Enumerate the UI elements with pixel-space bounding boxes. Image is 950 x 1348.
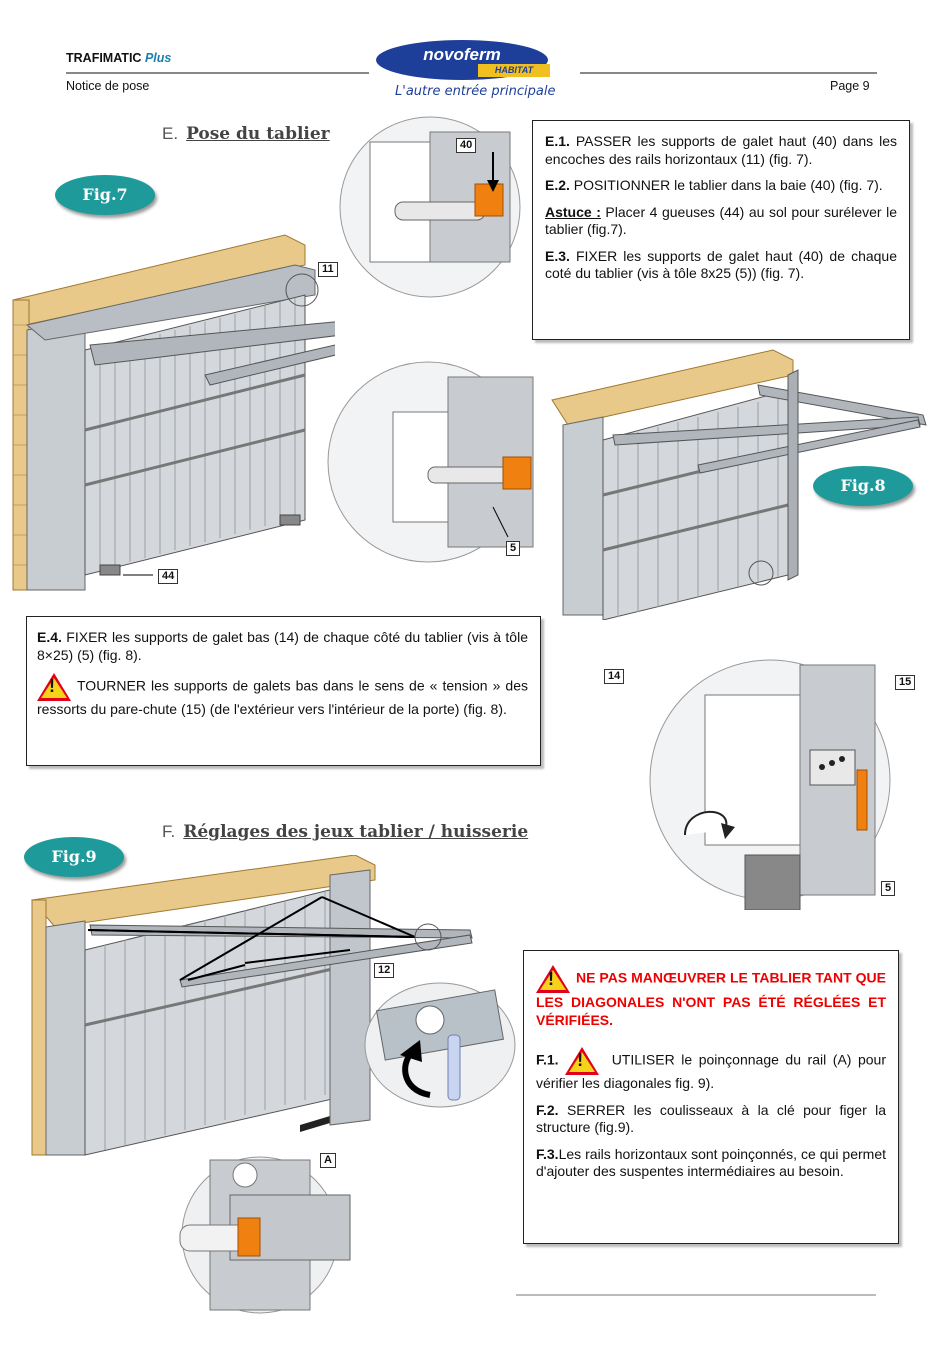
callout-40: 40 bbox=[456, 138, 476, 153]
instructions-e1-e3 bbox=[532, 120, 910, 340]
step-f1-text: UTILISER le poinçonnage du rail (A) pour vérifier les diagonales fig. 9). bbox=[536, 1051, 887, 1091]
step-e1-text: PASSER les supports de galet haut (40) dans les encoches des rails horizontaux (11) (fig. 7). bbox=[545, 133, 897, 167]
instructions-e4 bbox=[26, 616, 541, 766]
header-divider-right bbox=[580, 72, 877, 74]
warning-e4-text: TOURNER les supports de galets bas dans le sens de « tension » des ressorts du pare-chute (15) (de l'extérieur vers l'intérieur de la porte) (fig. 8). bbox=[37, 677, 528, 717]
logo-text: novoferm bbox=[423, 45, 501, 64]
footer-divider bbox=[516, 1294, 876, 1296]
product-name bbox=[66, 51, 171, 65]
f1-warning-icon bbox=[565, 1047, 599, 1075]
section-f-heading bbox=[162, 822, 528, 842]
step-e3 bbox=[545, 248, 897, 283]
callout-12: 12 bbox=[374, 963, 394, 978]
doc-type: Notice de pose bbox=[66, 79, 150, 93]
product-title: TRAFIMATIC bbox=[66, 51, 142, 65]
callout-14: 14 bbox=[604, 669, 624, 684]
tip bbox=[545, 204, 897, 239]
detail-12-illustration bbox=[360, 980, 520, 1120]
callout-A: A bbox=[320, 1153, 336, 1168]
step-f1 bbox=[536, 1047, 886, 1093]
product-variant: Plus bbox=[144, 51, 172, 65]
step-e4-text: FIXER les supports de galet bas (14) de chaque côté du tablier (vis à tôle 8×25) (5) (fig. 8). bbox=[37, 629, 528, 663]
callout-15: 15 bbox=[895, 675, 915, 690]
step-e4 bbox=[37, 629, 528, 664]
alert-warning-icon bbox=[536, 965, 570, 993]
step-e2-text: POSITIONNER le tablier dans la baie (40) (fig. 7). bbox=[569, 177, 883, 193]
step-e3-text: FIXER les supports de galet haut (40) de chaque coté du tablier (vis à tôle 8x25 (5)) (fig. 7). bbox=[545, 247, 897, 281]
detail-14-15-illustration bbox=[645, 655, 895, 910]
fig9-badge: Fig.9 bbox=[24, 837, 124, 877]
step-f3-label: F.3. bbox=[536, 1145, 559, 1162]
callout-5: 5 bbox=[506, 541, 520, 556]
tip-text: Placer 4 gueuses (44) au sol pour surélever le tablier (fig.7). bbox=[545, 203, 897, 237]
callout-11: 11 bbox=[318, 262, 338, 277]
step-e1 bbox=[545, 133, 897, 168]
step-f2-text: SERRER les coulisseaux à la clé pour figer la structure (fig.9). bbox=[536, 1101, 886, 1135]
alert-diagonals bbox=[536, 965, 886, 1029]
tip-label: Astuce : bbox=[545, 203, 601, 220]
step-e3-label: E.3. bbox=[545, 247, 570, 264]
detail-40-illustration bbox=[335, 112, 525, 302]
step-f3-text: Les rails horizontaux sont poinçonnés, ce qui permet d'ajouter des suspentes intermédiaires au besoin. bbox=[536, 1145, 886, 1179]
step-f2-label: F.2. bbox=[536, 1101, 559, 1118]
warning-icon-fill bbox=[41, 678, 67, 698]
tagline: L'autre entrée principale bbox=[395, 84, 556, 99]
step-e2-label: E.2. bbox=[545, 177, 570, 193]
section-e-letter: E. bbox=[162, 124, 179, 143]
f1-warning-icon-fill bbox=[569, 1052, 595, 1072]
step-f2 bbox=[536, 1102, 886, 1137]
header-divider-left bbox=[66, 72, 369, 74]
step-f3 bbox=[536, 1146, 886, 1181]
page-number: Page 9 bbox=[830, 79, 870, 93]
alert-text: NE PAS MANŒUVRER LE TABLIER TANT QUE LES DIAGONALES N'ONT PAS ÉTÉ RÉGLÉES ET VÉRIFIÉES. bbox=[536, 969, 886, 1028]
warning-e4 bbox=[37, 673, 528, 719]
section-e-title: Pose du tablier bbox=[186, 124, 330, 144]
section-e-heading bbox=[162, 124, 330, 144]
warning-icon bbox=[37, 673, 71, 701]
section-f-letter: F. bbox=[162, 822, 176, 841]
callout-5-bottom: 5 bbox=[881, 881, 895, 896]
step-e2 bbox=[545, 177, 897, 195]
fig7-badge: Fig.7 bbox=[55, 175, 155, 215]
section-f-title: Réglages des jeux tablier / huisserie bbox=[183, 822, 529, 842]
instructions-f bbox=[523, 950, 899, 1244]
alert-warning-icon-fill bbox=[540, 970, 566, 990]
step-e4-label: E.4. bbox=[37, 629, 62, 645]
logo-badge: HABITAT bbox=[478, 64, 550, 77]
callout-44: 44 bbox=[158, 569, 178, 584]
fig7-door-illustration bbox=[5, 225, 335, 595]
detail-5-illustration bbox=[318, 357, 538, 567]
step-f1-label: F.1. bbox=[536, 1051, 559, 1068]
fig8-badge: Fig.8 bbox=[813, 466, 913, 506]
step-e1-label: E.1. bbox=[545, 133, 570, 149]
